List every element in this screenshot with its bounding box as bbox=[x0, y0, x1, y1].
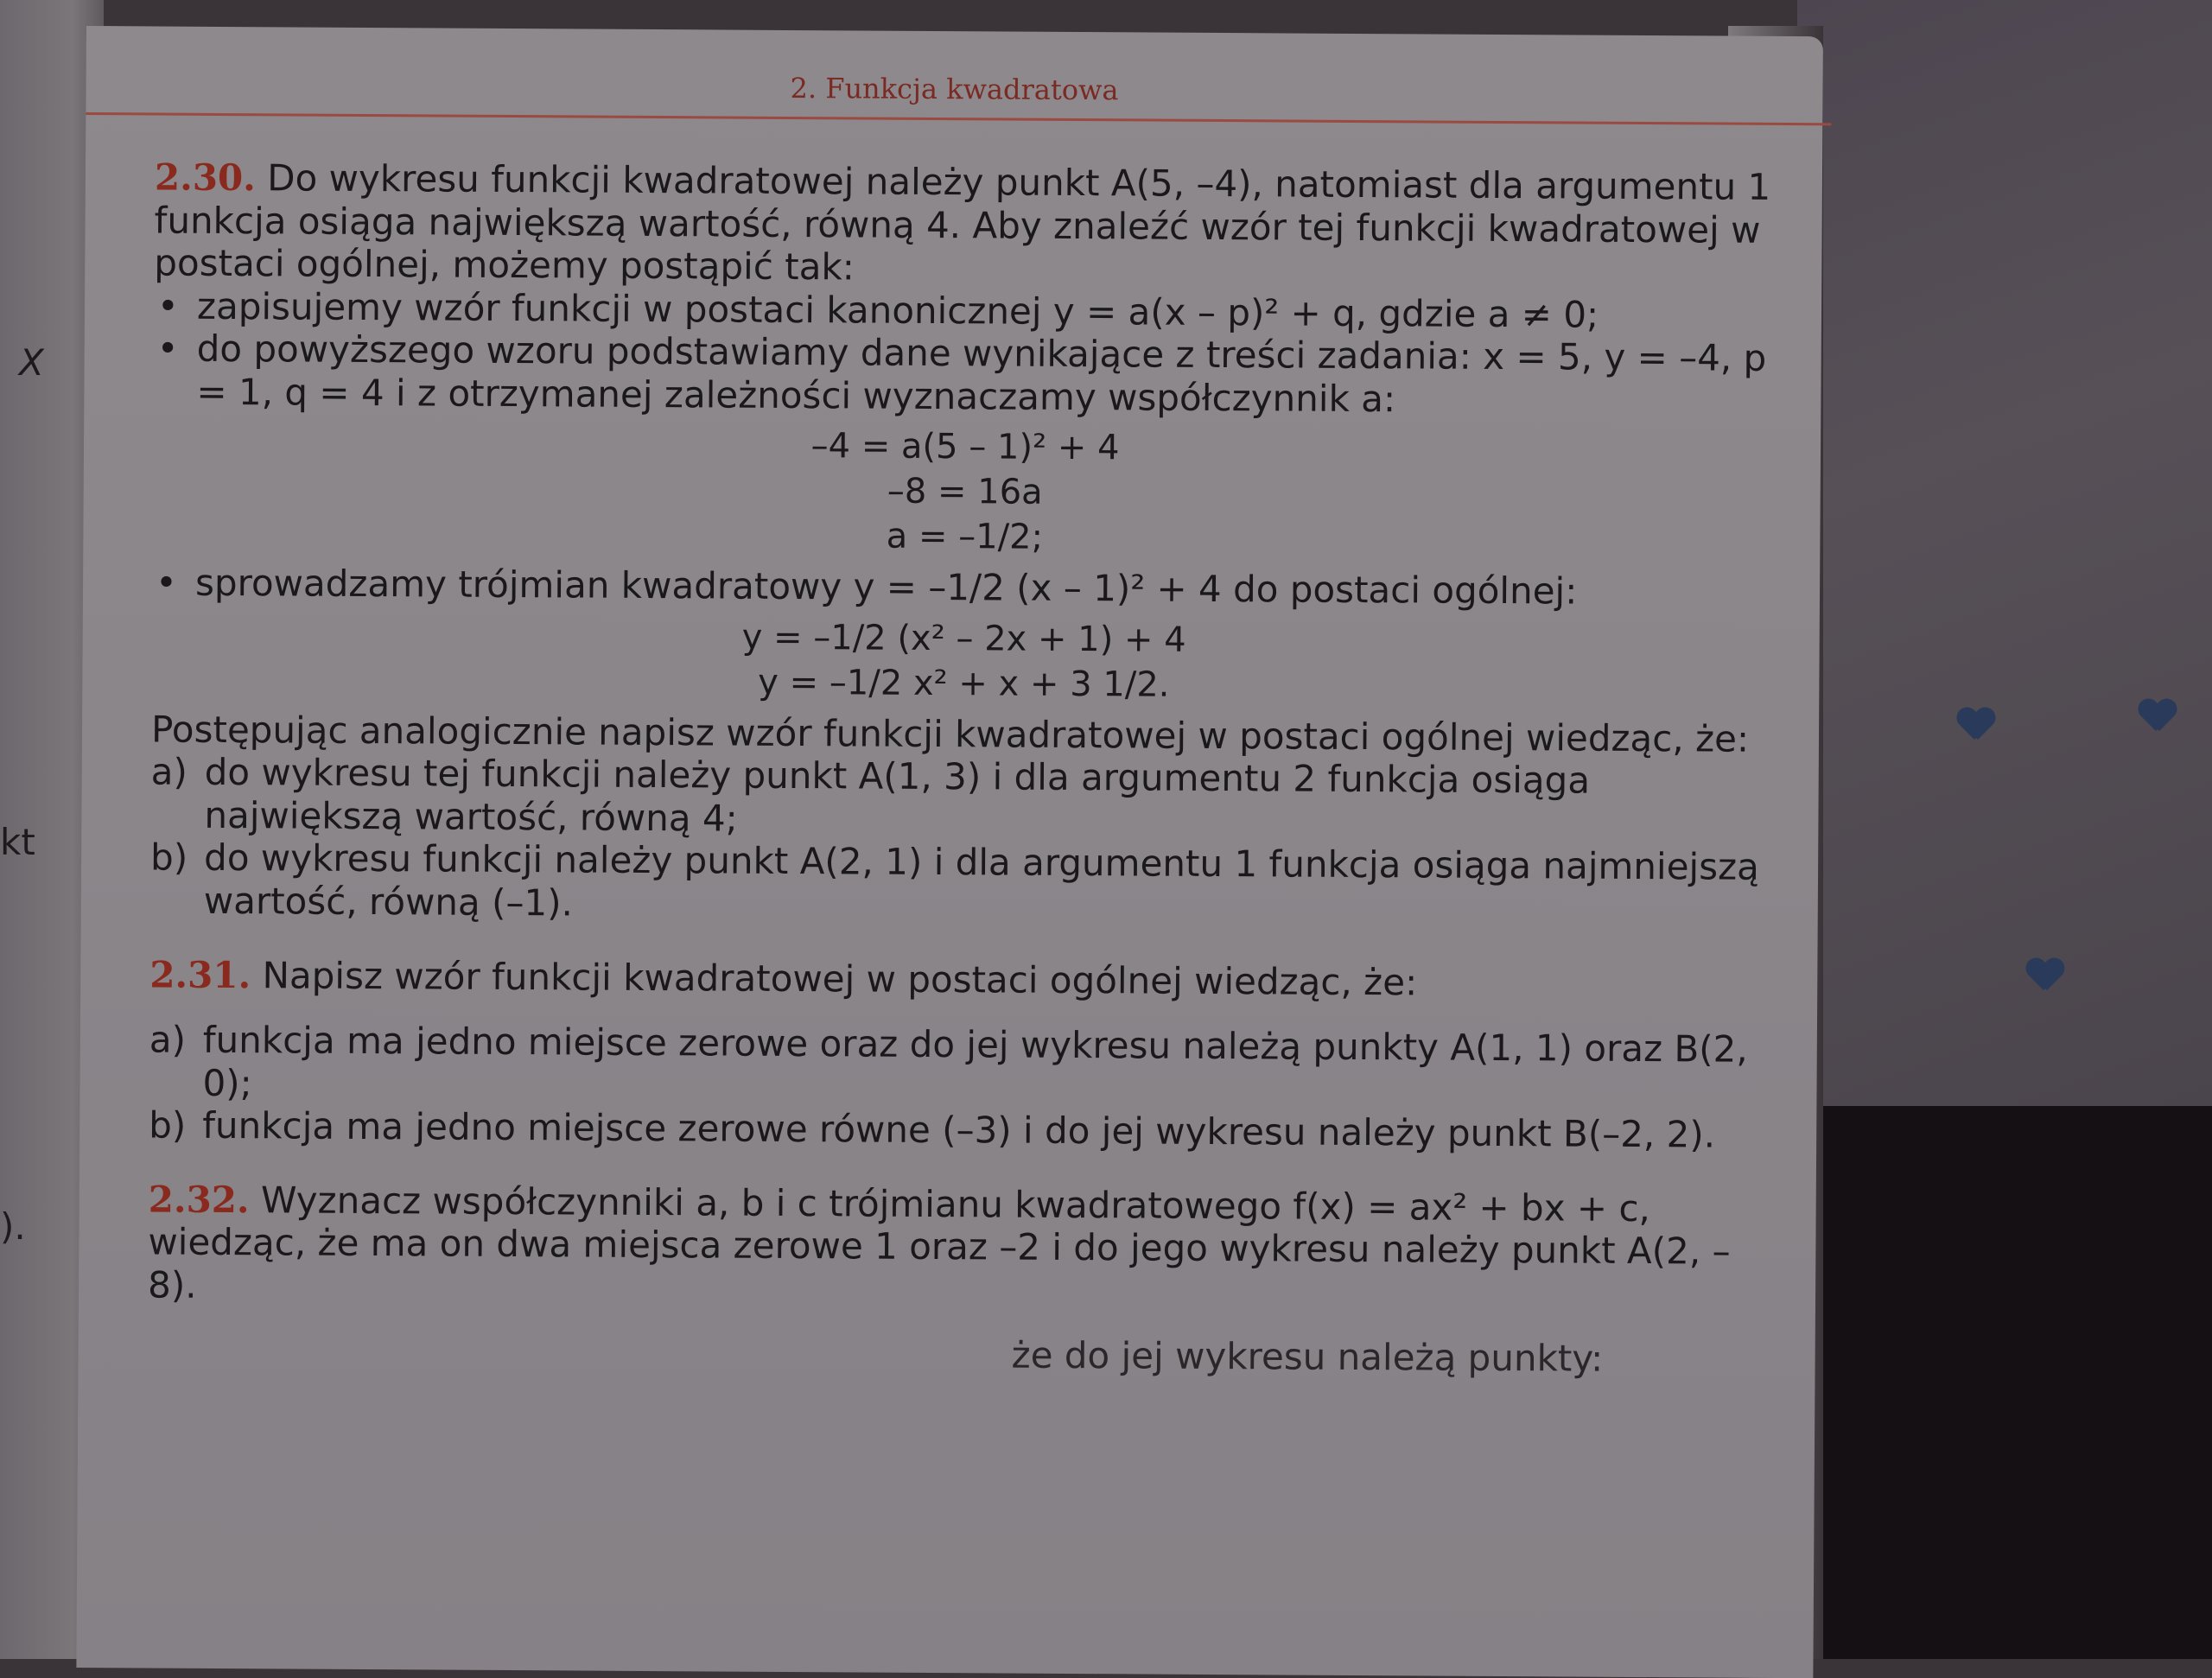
equation-line: y = –1/2 (x² – 2x + 1) + 4 bbox=[741, 617, 1186, 660]
equation-line: –4 = a(5 – 1)² + 4 bbox=[810, 426, 1120, 468]
page-content bbox=[147, 156, 1779, 1381]
subtask-item bbox=[149, 1019, 1774, 1115]
problem-text: Wyznacz współczynniki a, b i c trójmianu kwadratowego f(x) = ax² + bx + c, wiedząc, że ma on dwa miejsca zerowe 1 oraz –2 i do jego wykresu należy punkt A(2, –8). bbox=[147, 1179, 1731, 1306]
background-shadow bbox=[1797, 1106, 2212, 1659]
equation-line: y = –1/2 x² + x + 3 1/2. bbox=[758, 662, 1170, 705]
textbook-page bbox=[76, 26, 1823, 1678]
subtask-text: funkcja ma jedno miejsce zerowe równe (–3) i do jej wykresu należy punkt B(–2, 2). bbox=[202, 1104, 1716, 1156]
subtask-label: a) bbox=[149, 1018, 187, 1061]
problem-text: Napisz wzór funkcji kwadratowej w postaci ogólnej wiedząc, że: bbox=[262, 953, 1418, 1003]
subtask-label: a) bbox=[150, 750, 188, 794]
chapter-header: 2. Funkcja kwadratowa bbox=[790, 71, 1119, 107]
bullet-item: • zapisujemy wzór funkcji w postaci kanonicznej y = a(x – p)² + q, gdzie a ≠ 0; bbox=[154, 284, 1778, 337]
problem-2-30-intro bbox=[154, 156, 1779, 294]
problem-2-32-intro bbox=[148, 1178, 1773, 1316]
subtask-label: b) bbox=[149, 836, 188, 880]
header-rule bbox=[86, 112, 1831, 125]
equation-line: –8 = 16a bbox=[887, 471, 1043, 513]
equation-block bbox=[151, 611, 1777, 710]
problem-number: 2.30. bbox=[154, 156, 257, 200]
left-page-fragment: X bbox=[19, 341, 44, 384]
heart-pattern-icon bbox=[2139, 700, 2177, 734]
left-page-fragment: ). bbox=[0, 1205, 26, 1248]
problem-text: Do wykresu funkcji kwadratowej należy punkt A(5, –4), natomiast dla argumentu 1 funkcja osiąga największą wartość, równą 4. Aby znaleźć wzór tej funkcji kwadratowej w postaci ogólnej, możemy postąpić tak: bbox=[154, 156, 1771, 289]
equation-block bbox=[152, 420, 1777, 564]
left-page-fragment: kt bbox=[0, 821, 35, 863]
heart-pattern-icon bbox=[2026, 959, 2064, 994]
problem-number: 2.32. bbox=[148, 1178, 250, 1221]
subtask-text: do wykresu funkcji należy punkt A(2, 1) i dla argumentu 1 funkcja osiąga najmniejszą wartość, równą (–1). bbox=[203, 836, 1759, 925]
subtask-text: funkcja ma jedno miejsce zerowe oraz do jej wykresu należą punkty A(1, 1) oraz B(2, 0); bbox=[202, 1018, 1748, 1104]
problem-number: 2.31. bbox=[149, 953, 251, 996]
subtask-label: b) bbox=[149, 1103, 187, 1147]
bullet-item: • do powyższego wzoru podstawiamy dane wynikające z treści zadania: x = 5, y = –4, p = 1, q = 4 i z otrzymanej zależności wyznaczamy współczynnik a: bbox=[153, 327, 1778, 423]
heart-pattern-icon bbox=[1957, 709, 1995, 743]
subtask-text: do wykresu tej funkcji należy punkt A(1, 3) i dla argumentu 2 funkcja osiąga największą wartość, równą 4; bbox=[204, 751, 1591, 840]
bullet-item: • sprowadzamy trójmian kwadratowy y = –1/2 (x – 1)² + 4 do postaci ogólnej: bbox=[152, 562, 1777, 614]
task-instruction: Postępując analogicznie napisz wzór funkcji kwadratowej w postaci ogólnej wiedząc, że: bbox=[150, 708, 1750, 760]
equation-line: a = –1/2; bbox=[886, 516, 1044, 558]
subtask-item bbox=[150, 836, 1776, 932]
background-fabric bbox=[1797, 0, 2212, 1123]
cutoff-line: że do jej wykresu należą punkty: bbox=[1011, 1333, 1604, 1381]
subtask-item bbox=[150, 751, 1776, 847]
